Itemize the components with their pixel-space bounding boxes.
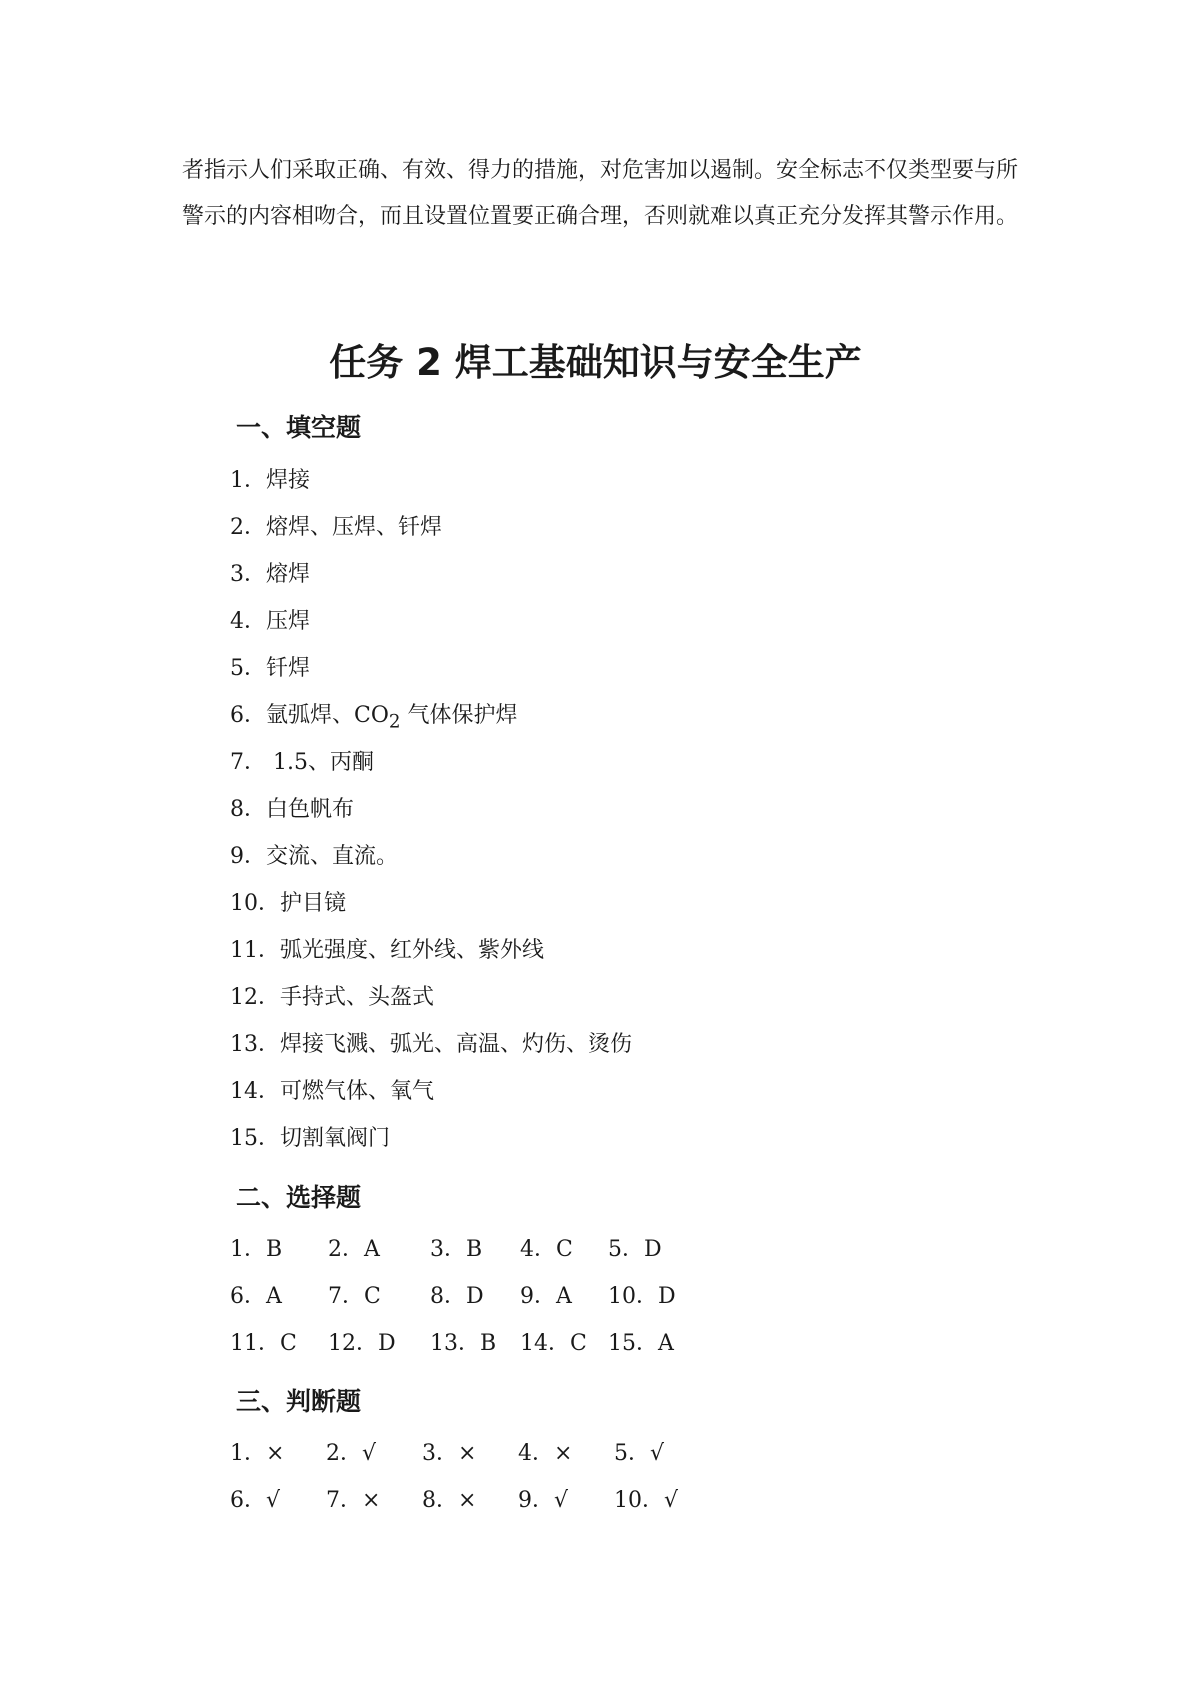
answer-text: 手持式、头盔式 xyxy=(280,985,435,1010)
list-item xyxy=(230,650,632,697)
answer-text: 可燃气体、氧气 xyxy=(280,1079,435,1104)
item-number: 2． xyxy=(230,515,266,540)
item-number: 10． xyxy=(230,891,280,916)
list-item xyxy=(230,979,632,1026)
choice-answer: 7．C xyxy=(328,1284,381,1309)
answer-text: 护目镜 xyxy=(280,891,347,916)
choice-answer: 9．A xyxy=(520,1284,572,1309)
list-item xyxy=(230,462,632,509)
item-number: 6． xyxy=(230,703,266,728)
choice-answer: 1．B xyxy=(230,1237,283,1262)
judge-answer: 8．× xyxy=(422,1488,477,1513)
choice-answer: 13．B xyxy=(430,1331,497,1356)
judge-heading: 三、判断题 xyxy=(236,1387,362,1416)
answer-text: 钎焊 xyxy=(266,656,311,681)
item-number: 9． xyxy=(230,844,266,869)
answer-text: 切割氧阀门 xyxy=(280,1126,391,1151)
answer-text-after: 气体保护焊 xyxy=(400,703,518,728)
judge-answer: 1．× xyxy=(230,1441,285,1466)
list-item xyxy=(230,1073,632,1120)
fill-blank-answer-list xyxy=(230,462,632,1167)
judge-answer: 4．× xyxy=(518,1441,573,1466)
item-number: 11． xyxy=(230,938,280,963)
intro-paragraph: 者指示人们采取正确、有效、得力的措施，对危害加以遏制。安全标志不仅类型要与所警示的内容相吻合，而且设置位置要正确合理，否则就难以真正充分发挥其警示作用。 xyxy=(182,158,1019,229)
choice-answer: 6．A xyxy=(230,1284,282,1309)
list-item xyxy=(230,838,632,885)
item-number: 15． xyxy=(230,1126,280,1151)
choice-answer: 10．D xyxy=(608,1284,676,1309)
item-number: 13． xyxy=(230,1032,280,1057)
list-item xyxy=(230,885,632,932)
list-item xyxy=(230,1026,632,1073)
choice-answer: 15．A xyxy=(608,1331,674,1356)
list-item xyxy=(230,1120,632,1167)
item-number: 5． xyxy=(230,656,266,681)
judge-answer: 5．√ xyxy=(614,1441,665,1466)
judge-answer: 6．√ xyxy=(230,1488,281,1513)
choice-answer: 8．D xyxy=(430,1284,484,1309)
choice-heading: 二、选择题 xyxy=(236,1183,362,1212)
item-number: 14． xyxy=(230,1079,280,1104)
answer-text: 白色帆布 xyxy=(266,797,355,822)
judge-answer: 10．√ xyxy=(614,1488,679,1513)
list-item xyxy=(230,932,632,979)
item-number: 1． xyxy=(230,468,266,493)
item-number: 3． xyxy=(230,562,266,587)
item-number: 8． xyxy=(230,797,266,822)
list-item xyxy=(230,603,632,650)
answer-text: 弧光强度、红外线、紫外线 xyxy=(280,938,545,963)
choice-answer: 14．C xyxy=(520,1331,587,1356)
choice-answer: 5．D xyxy=(608,1237,662,1262)
item-number: 7． xyxy=(230,750,266,775)
list-item xyxy=(230,791,632,838)
item-number: 4． xyxy=(230,609,266,634)
item-number: 12． xyxy=(230,985,280,1010)
judge-answer: 7．× xyxy=(326,1488,381,1513)
list-item xyxy=(230,556,632,603)
choice-answer: 11．C xyxy=(230,1331,297,1356)
answer-text: 1.5、丙酮 xyxy=(266,750,374,775)
list-item xyxy=(230,744,632,791)
list-item xyxy=(230,509,632,556)
judge-answer: 3．× xyxy=(422,1441,477,1466)
choice-answer: 12．D xyxy=(328,1331,396,1356)
judge-answer: 2．√ xyxy=(326,1441,377,1466)
answer-text: 交流、直流。 xyxy=(266,844,399,869)
answer-text: 压焊 xyxy=(266,609,311,634)
answer-text: 熔焊、压焊、钎焊 xyxy=(266,515,443,540)
answer-text: 氩弧焊、CO xyxy=(266,703,389,728)
answer-text: 熔焊 xyxy=(266,562,311,587)
answer-text: 焊接 xyxy=(266,468,311,493)
subscript-2: 2 xyxy=(388,711,401,733)
task-title: 任务 2 焊工基础知识与安全生产 xyxy=(329,341,862,384)
fill-blank-heading: 一、填空题 xyxy=(236,413,362,442)
choice-answer: 2．A xyxy=(328,1237,380,1262)
answer-text: 焊接飞溅、弧光、高温、灼伤、烫伤 xyxy=(280,1032,633,1057)
choice-answer: 4．C xyxy=(520,1237,573,1262)
choice-answer: 3．B xyxy=(430,1237,483,1262)
list-item xyxy=(230,697,632,744)
judge-answer: 9．√ xyxy=(518,1488,569,1513)
